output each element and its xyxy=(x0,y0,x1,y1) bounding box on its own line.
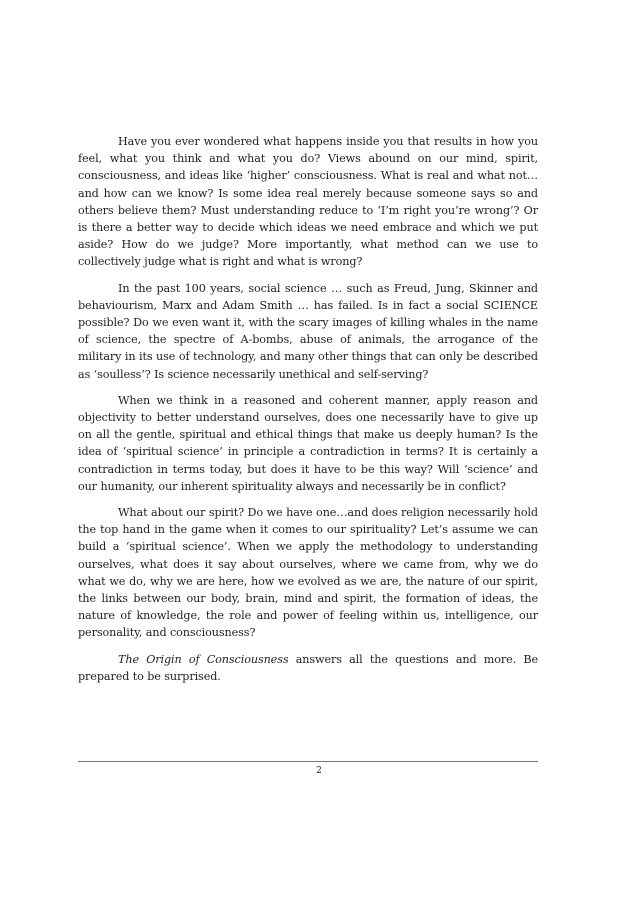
page-number: 2 xyxy=(316,766,322,776)
book-title: The Origin of Consciousness xyxy=(118,652,289,666)
paragraph-reason: When we think in a reasoned and coherent manner, apply reason and objectivity to better understand ourselves, does one necessarily have to give up on all the gentle, spiritual and ethical things that make us deeply human? Is the idea of ‘spiritual science’ in principle a contradiction in terms? It is certainly a contradiction in terms today, but does it have to be this way? Will ‘science’ and our humanity, our inherent spirituality always and necessarily be in conflict? xyxy=(78,393,538,493)
paragraph-closing xyxy=(78,651,538,685)
closing-text: answers all the questions and more. Be prepared to be surprised. xyxy=(78,652,538,683)
paragraph-spirit: What about our spirit? Do we have one…and does religion necessarily hold the top hand in the game when it comes to our spirituality? Let’s assume we can build a ‘spiritual science’. When we apply the methodology to understanding ourselves, what does it say about ourselves, where we came from, why we do what we do, why we are here, how we evolved as we are, the nature of our spirit, the links between our body, brain, mind and spirit, the formation of ideas, the nature of knowledge, the role and power of feeling within us, intelligence, our personality, and consciousness? xyxy=(78,506,538,640)
body-text xyxy=(78,133,538,694)
footer-divider xyxy=(78,761,538,762)
paragraph-intro: Have you ever wondered what happens inside you that results in how you feel, what you think and what you do? Views abound on our mind, spirit, consciousness, and ideas like ‘higher’ consciousness. What is real and what not… and how can we know? Is some idea real merely because someone says so and others believe them? Must understanding reduce to ‘I’m right you’re wrong’? Or is there a better way to decide which ideas we need embrace and which we put aside? How do we judge? More importantly, what method can we use to collectively judge what is right and what is wrong? xyxy=(78,135,538,269)
paragraph-social-science: In the past 100 years, social science … such as Freud, Jung, Skinner and behaviourism, Marx and Adam Smith … has failed. Is in fact a social SCIENCE possible? Do we even want it, with the scary images of killing whales in the name of science, the spectre of A-bombs, abuse of animals, the arrogance of the military in its use of technology, and many other things that can only be described as ‘soulless’? Is science necessarily unethical and self-serving? xyxy=(78,281,538,381)
